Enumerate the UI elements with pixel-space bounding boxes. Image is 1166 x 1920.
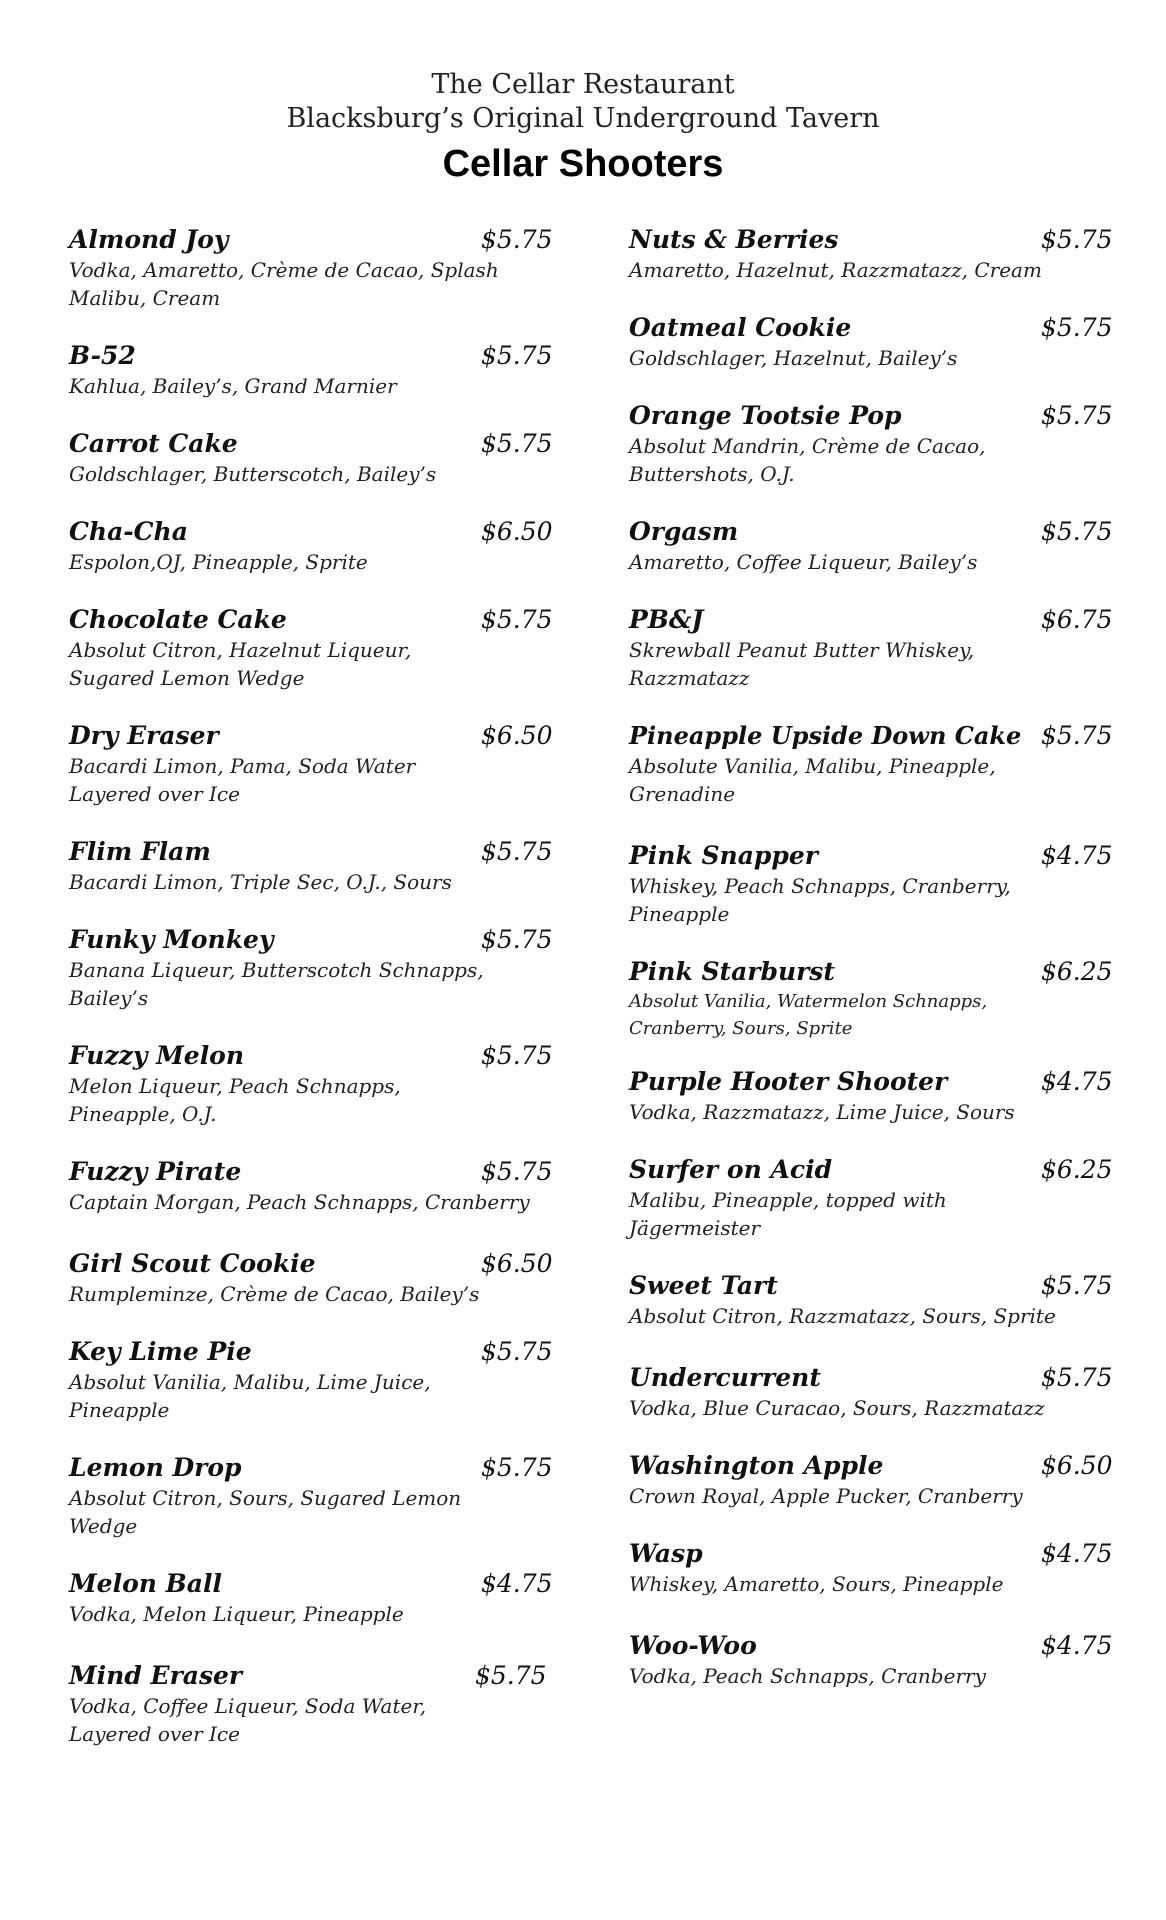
item-description: Vodka, Melon Liqueur, Pineapple (69, 1602, 404, 1626)
item-name: PB&J (629, 605, 704, 634)
item-price: $5.75 (481, 1041, 553, 1070)
item-name: B-52 (69, 341, 136, 370)
menu-item (629, 1362, 1149, 1422)
menu-item (629, 840, 1149, 928)
item-description: Absolut Mandrin, Crème de Cacao, Buttershots, O.J. (629, 434, 986, 486)
item-price: $5.75 (481, 925, 553, 954)
item-description: Rumpleminze, Crème de Cacao, Bailey’s (69, 1282, 480, 1306)
menu-item (629, 224, 1149, 284)
menu-item (629, 400, 1149, 488)
item-description: Absolut Citron, Sours, Sugared Lemon Wedge (69, 1486, 462, 1538)
item-price: $5.75 (1041, 313, 1113, 342)
item-name: Undercurrent (629, 1363, 821, 1392)
menu-item (629, 1154, 1149, 1242)
item-description: Malibu, Pineapple, topped with Jägermeister (629, 1188, 947, 1240)
menu-item (69, 1156, 589, 1216)
item-description: Vodka, Amaretto, Crème de Cacao, Splash Malibu, Cream (69, 258, 499, 310)
item-name: Flim Flam (69, 837, 211, 866)
menu-item (69, 1452, 589, 1540)
menu-item (69, 340, 589, 400)
menu-item (629, 1066, 1149, 1126)
menu-item (69, 924, 589, 1012)
item-name: Almond Joy (69, 225, 229, 254)
item-name: Washington Apple (629, 1451, 884, 1480)
menu-item (69, 516, 589, 576)
item-name: Wasp (629, 1539, 703, 1568)
item-price: $5.75 (481, 341, 553, 370)
menu-item (69, 428, 589, 488)
menu-item (629, 956, 1149, 1042)
menu-item (69, 1336, 589, 1424)
item-description: Whiskey, Peach Schnapps, Cranberry, Pineapple (629, 874, 1011, 926)
item-name: Pineapple Upside Down Cake (629, 721, 1022, 750)
item-description: Whiskey, Amaretto, Sours, Pineapple (629, 1572, 1004, 1596)
item-name: Woo-Woo (629, 1631, 757, 1660)
item-description: Absolute Vanilia, Malibu, Pineapple, Grenadine (629, 754, 996, 806)
item-price: $5.75 (1041, 721, 1113, 750)
item-price: $6.50 (481, 1249, 553, 1278)
item-price: $5.75 (481, 429, 553, 458)
item-description: Goldschlager, Butterscotch, Bailey’s (69, 462, 437, 486)
menu-item (69, 604, 589, 692)
menu-item (69, 1660, 589, 1748)
item-name: Fuzzy Melon (69, 1041, 245, 1070)
menu-item (69, 1248, 589, 1308)
item-description: Bacardi Limon, Triple Sec, O.J., Sours (69, 870, 452, 894)
menu-header (0, 68, 1166, 188)
item-name: Nuts & Berries (629, 225, 839, 254)
item-name: Purple Hooter Shooter (629, 1067, 948, 1096)
item-name: Lemon Drop (69, 1453, 242, 1482)
menu-item (629, 1538, 1149, 1598)
item-price: $5.75 (481, 225, 553, 254)
menu-item (69, 836, 589, 896)
restaurant-tagline: Blacksburg’s Original Underground Tavern (286, 103, 880, 134)
menu-item (629, 604, 1149, 692)
item-price: $6.25 (1041, 1155, 1113, 1184)
item-price: $4.75 (481, 1569, 553, 1598)
item-price: $4.75 (1041, 841, 1113, 870)
item-name: Carrot Cake (69, 429, 238, 458)
item-name: Pink Starburst (629, 957, 835, 986)
item-description: Absolut Citron, Razzmatazz, Sours, Sprite (629, 1304, 1056, 1328)
item-price: $6.75 (1041, 605, 1113, 634)
item-name: Sweet Tart (629, 1271, 778, 1300)
menu-item (69, 720, 589, 808)
item-price: $5.75 (1041, 1271, 1113, 1300)
item-price: $4.75 (1041, 1067, 1113, 1096)
item-description: Absolut Vanilia, Malibu, Lime Juice, Pineapple (69, 1370, 431, 1422)
item-description: Goldschlager, Hazelnut, Bailey’s (629, 346, 958, 370)
menu-item (629, 1270, 1149, 1330)
item-description: Melon Liqueur, Peach Schnapps, Pineapple, O.J. (69, 1074, 401, 1126)
menu-item (629, 312, 1149, 372)
item-description: Absolut Vanilia, Watermelon Schnapps, Cranberry, Sours, Sprite (629, 991, 988, 1039)
item-name: Fuzzy Pirate (69, 1157, 242, 1186)
item-description: Bacardi Limon, Pama, Soda Water Layered over Ice (69, 754, 416, 806)
item-description: Vodka, Peach Schnapps, Cranberry (629, 1664, 986, 1688)
item-name: Melon Ball (69, 1569, 222, 1598)
item-description: Amaretto, Coffee Liqueur, Bailey’s (629, 550, 978, 574)
menu-item (69, 1040, 589, 1128)
item-name: Key Lime Pie (69, 1337, 252, 1366)
item-name: Chocolate Cake (69, 605, 287, 634)
menu-item (629, 720, 1149, 808)
item-price: $6.50 (481, 517, 553, 546)
item-name: Dry Eraser (69, 721, 219, 750)
item-description: Skrewball Peanut Butter Whiskey, Razzmatazz (629, 638, 975, 690)
menu-title: Cellar Shooters (442, 143, 724, 185)
item-description: Captain Morgan, Peach Schnapps, Cranberry (69, 1190, 530, 1214)
item-name: Funky Monkey (69, 925, 274, 954)
item-price: $5.75 (481, 837, 553, 866)
item-description: Absolut Citron, Hazelnut Liqueur, Sugared Lemon Wedge (69, 638, 412, 690)
item-name: Orgasm (629, 517, 739, 546)
menu-item (69, 224, 589, 312)
item-price: $4.75 (1041, 1631, 1113, 1660)
item-name: Orange Tootsie Pop (629, 401, 902, 430)
restaurant-name: The Cellar Restaurant (431, 69, 735, 100)
item-description: Vodka, Razzmatazz, Lime Juice, Sours (629, 1100, 1015, 1124)
item-name: Surfer on Acid (629, 1155, 833, 1184)
item-price: $4.75 (1041, 1539, 1113, 1568)
menu-item (629, 1630, 1149, 1690)
item-description: Kahlua, Bailey’s, Grand Marnier (69, 374, 397, 398)
item-description: Banana Liqueur, Butterscotch Schnapps, Bailey’s (69, 958, 484, 1010)
item-name: Mind Eraser (69, 1661, 243, 1690)
item-price: $5.75 (481, 605, 553, 634)
item-price: $5.75 (1041, 1363, 1113, 1392)
item-price: $5.75 (475, 1661, 547, 1690)
item-name: Pink Snapper (629, 841, 818, 870)
item-price: $6.25 (1041, 957, 1113, 986)
item-description: Vodka, Blue Curacao, Sours, Razzmatazz (629, 1396, 1045, 1420)
item-description: Espolon,OJ, Pineapple, Sprite (69, 550, 368, 574)
item-price: $5.75 (1041, 401, 1113, 430)
item-price: $5.75 (1041, 517, 1113, 546)
item-name: Girl Scout Cookie (69, 1249, 316, 1278)
item-price: $5.75 (1041, 225, 1113, 254)
item-price: $6.50 (481, 721, 553, 750)
menu-item (629, 516, 1149, 576)
item-price: $5.75 (481, 1337, 553, 1366)
item-description: Amaretto, Hazelnut, Razzmatazz, Cream (629, 258, 1042, 282)
item-price: $5.75 (481, 1157, 553, 1186)
item-description: Crown Royal, Apple Pucker, Cranberry (629, 1484, 1023, 1508)
item-price: $6.50 (1041, 1451, 1113, 1480)
item-price: $5.75 (481, 1453, 553, 1482)
item-description: Vodka, Coffee Liqueur, Soda Water, Layered over Ice (69, 1694, 427, 1746)
menu-item (629, 1450, 1149, 1510)
item-name: Oatmeal Cookie (629, 313, 852, 342)
item-name: Cha-Cha (69, 517, 188, 546)
menu-item (69, 1568, 589, 1628)
